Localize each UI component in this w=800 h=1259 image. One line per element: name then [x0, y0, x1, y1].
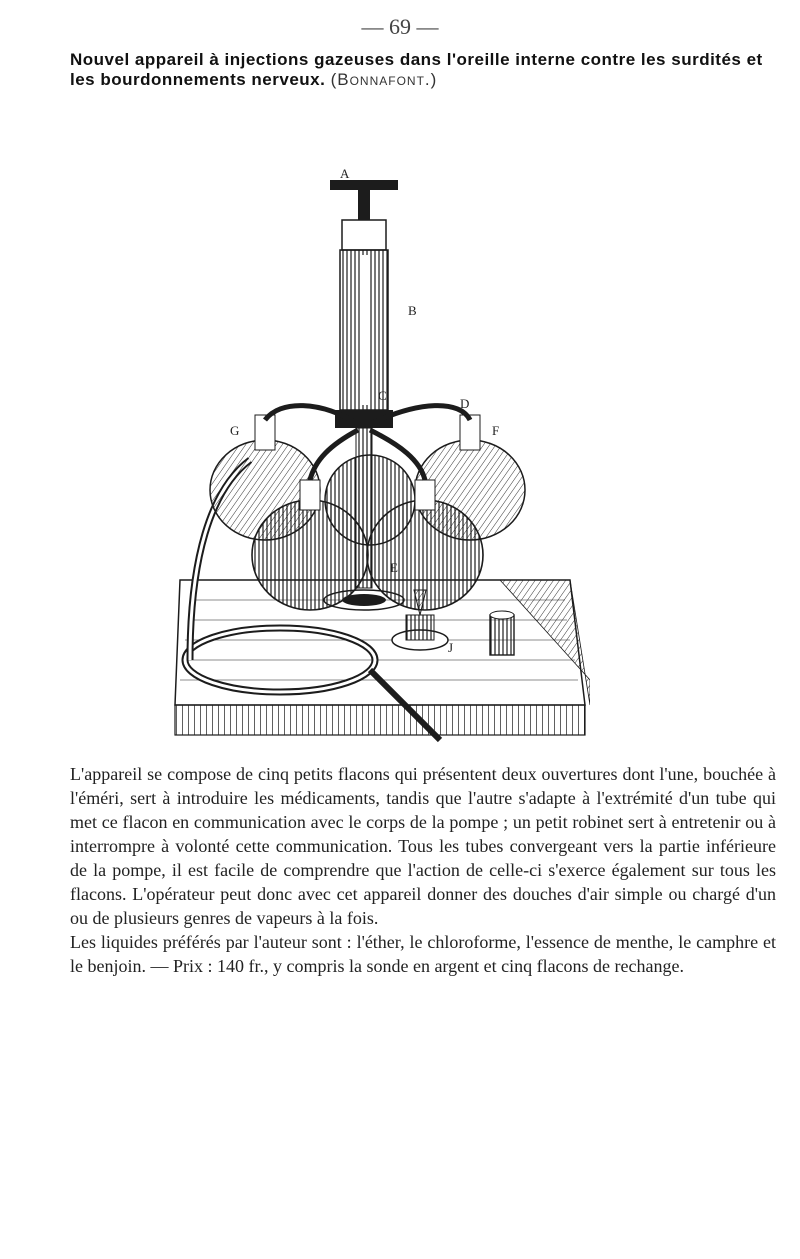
small-vessel [490, 611, 514, 655]
apparatus-engraving [170, 160, 590, 750]
title-author: (Bonnafont.) [330, 70, 438, 89]
apparatus-illustration [170, 160, 590, 750]
paragraph-2: Les liquides préférés par l'auteur sont : l'éther, le chloroforme, l'essence de menthe, le camphre et le benjoin. — Prix : 140 fr., y compris la sonde en argent et cinq flacons de rechange. [70, 932, 776, 976]
label-c: C [378, 388, 387, 403]
label-b: B [408, 303, 417, 318]
label-d: D [460, 396, 470, 411]
article-title [70, 50, 770, 90]
page-number: — 69 — [361, 14, 439, 39]
article-body [70, 762, 776, 978]
base-board [175, 580, 590, 735]
label-a: A [340, 166, 350, 181]
label-e: E [390, 560, 398, 575]
label-j: J [448, 640, 454, 655]
label-f: F [492, 423, 500, 438]
paragraph-1: L'appareil se compose de cinq petits flacons qui présentent deux ouvertures dont l'une, bouchée à l'éméri, sert à introduire les médicaments, tandis que l'autre s'adapte à l'extrémité d'un tube qui met ce flacon en communication avec le corps de la pompe ; un petit robinet sert à entretenir ou à interrompre à volonté cette communication. Tous les tubes convergeant vers la partie inférieure de la pompe, il est facile de comprendre que l'action de celle-ci s'exerce également sur tous les flacons. L'opérateur peut donc avec cet appareil donner des douches d'air simple ou chargé d'un ou de plusieurs genres de vapeurs à la fois. [70, 764, 776, 928]
label-g: G [230, 423, 240, 438]
title-text: Nouvel appareil à injections gazeuses dans l'oreille interne contre les surdités et les bourdonnements nerveux. [70, 50, 763, 89]
